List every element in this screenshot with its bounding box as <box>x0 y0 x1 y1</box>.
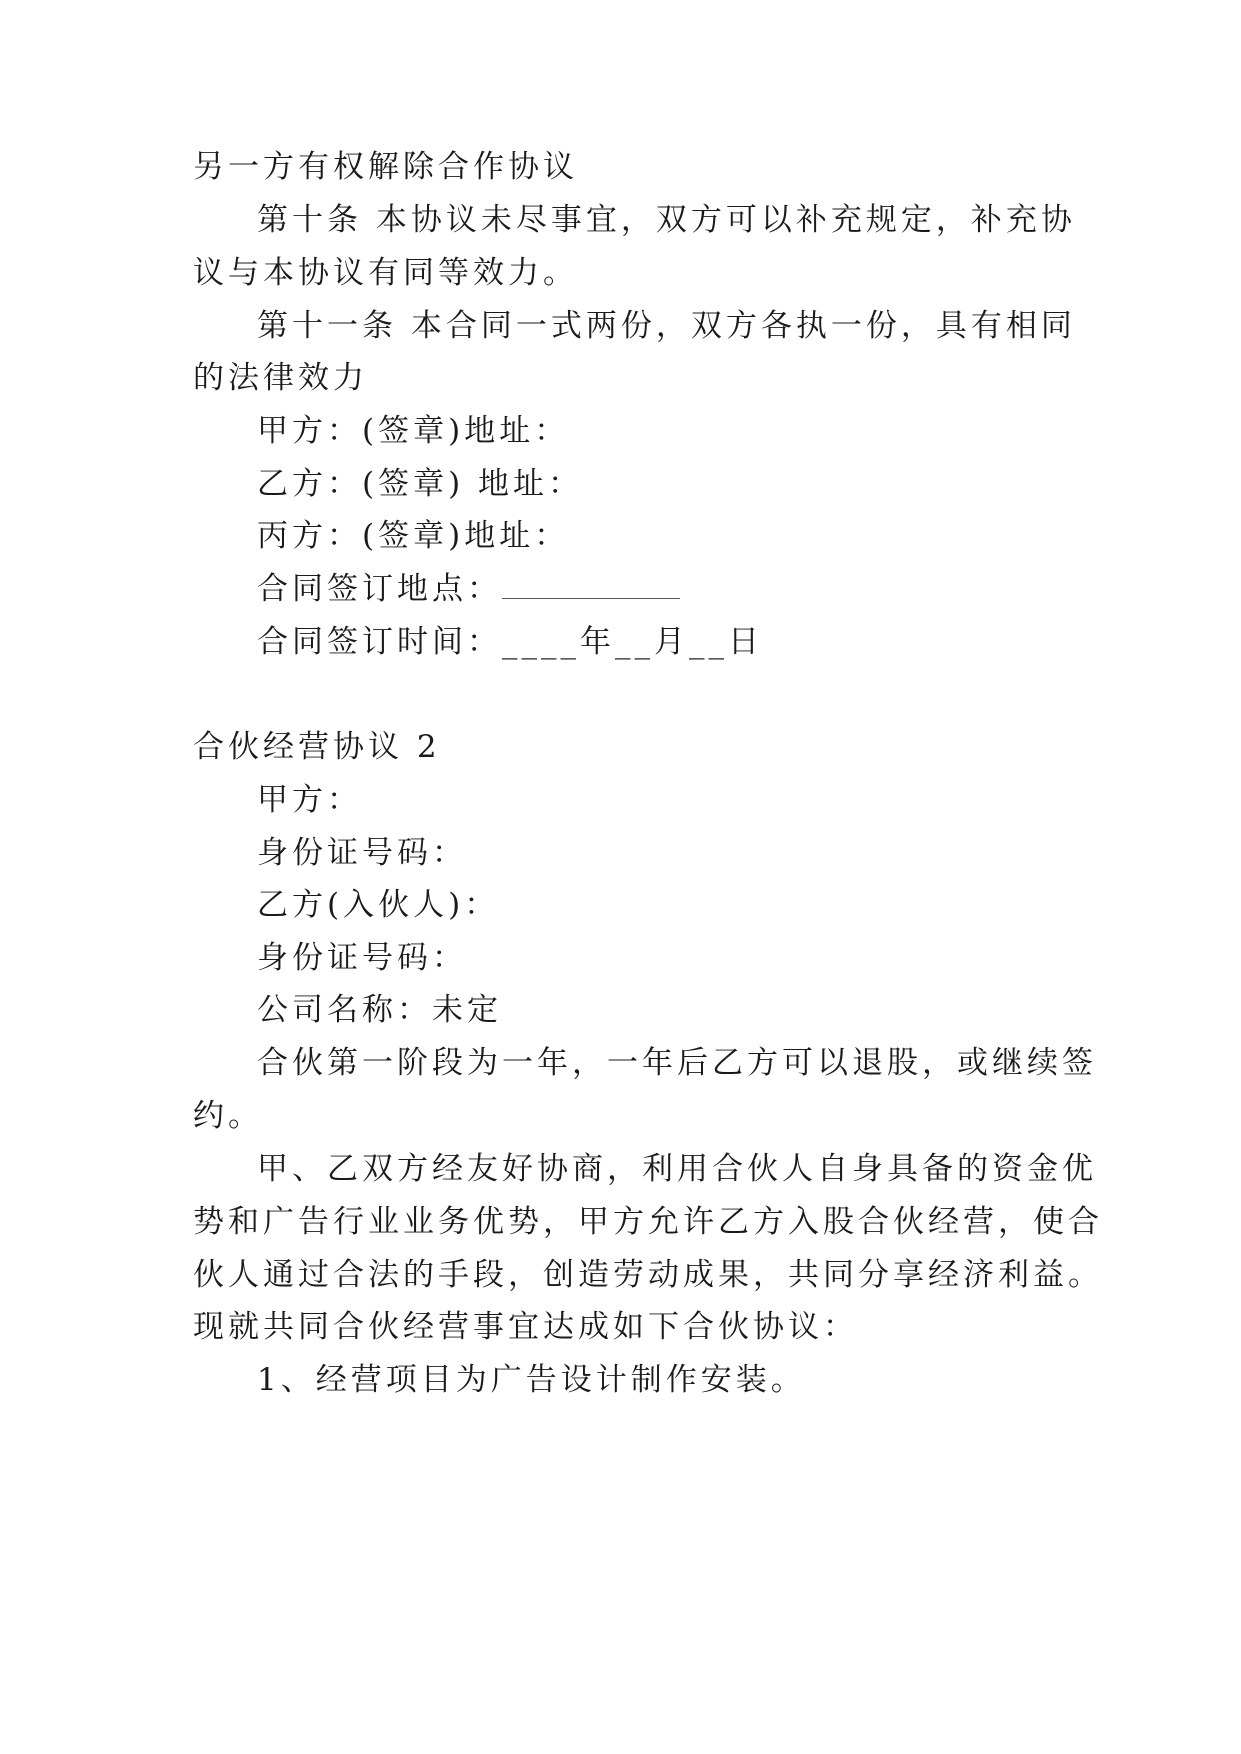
text-line: 约。 <box>193 1098 263 1134</box>
text-line: 伙人通过合法的手段，创造劳动成果，共同分享经济利益。 <box>193 1257 1103 1293</box>
text-line: 议与本协议有同等效力。 <box>193 255 578 291</box>
signing-place-label: 合同签订地点： <box>257 571 502 607</box>
text-line: 甲、乙双方经友好协商，利用合伙人自身具备的资金优 <box>257 1151 1097 1187</box>
text-line: 丙方：(签章)地址： <box>257 518 570 554</box>
text-line: 势和广告行业业务优势，甲方允许乙方入股合伙经营，使合 <box>193 1204 1103 1240</box>
text-line: 第十条 本协议未尽事宜，双方可以补充规定，补充协 <box>257 202 1076 238</box>
text-line: 乙方(入伙人)： <box>257 887 500 923</box>
text-line: 公司名称：未定 <box>257 992 502 1028</box>
text-line: 身份证号码： <box>257 940 467 976</box>
text-line: 甲方：(签章)地址： <box>257 413 570 449</box>
text-line: 合同签订时间：____年__月__日 <box>257 624 763 660</box>
signing-place-blank <box>502 570 680 599</box>
text-line: 合伙第一阶段为一年，一年后乙方可以退股，或继续签 <box>257 1045 1097 1081</box>
text-line: 第十一条 本合同一式两份，双方各执一份，具有相同 <box>257 308 1076 344</box>
text-line: 乙方：(签章) 地址： <box>257 466 584 502</box>
text-line: 另一方有权解除合作协议 <box>193 149 578 185</box>
text-line: 1、经营项目为广告设计制作安装。 <box>257 1362 806 1398</box>
text-line: 甲方： <box>257 782 362 818</box>
signing-place-row <box>257 569 680 609</box>
text-line: 现就共同合伙经营事宜达成如下合伙协议： <box>193 1309 858 1345</box>
section-title: 合伙经营协议 2 <box>193 729 441 765</box>
text-line: 的法律效力 <box>193 360 368 396</box>
text-line: 身份证号码： <box>257 835 467 871</box>
